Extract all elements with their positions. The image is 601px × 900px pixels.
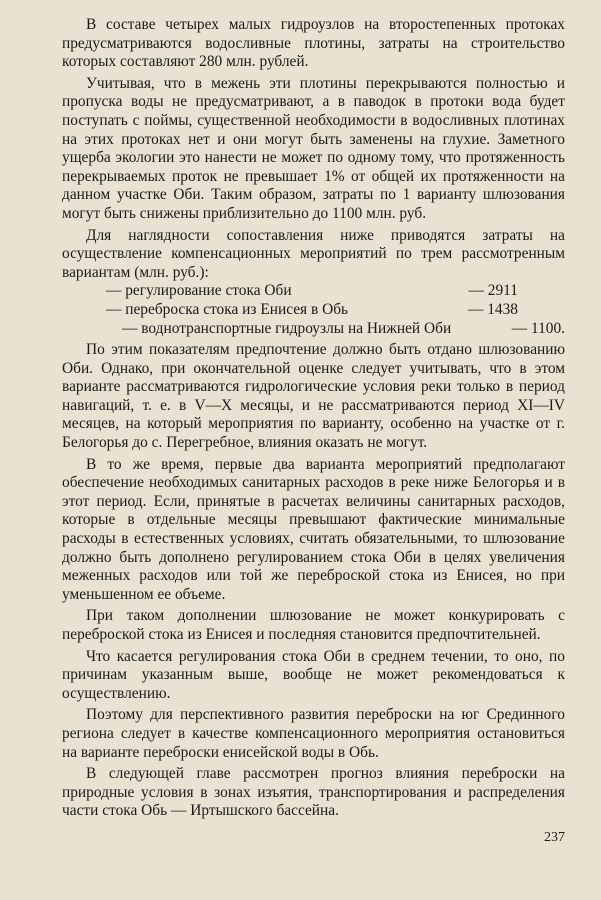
cost-list-item xyxy=(106,301,518,320)
cost-item-label: — воднотранспортные гидроузлы на Нижней Оби xyxy=(122,319,452,337)
cost-item-value: — 1438 xyxy=(467,300,518,318)
paragraph: При таком дополнении шлюзование не может конкурировать с переброской стока из Енисея и последняя становится предпочтительней. xyxy=(62,607,565,643)
cost-item-value: — 2911 xyxy=(468,282,518,300)
paragraph: Поэтому для перспективного развития переброски на юг Срединного региона следует в качестве компенсационного мероприятия остановиться на варианте переброски енисейской воды в Обь. xyxy=(62,706,565,761)
paragraph: В то же время, первые два варианта мероприятий предполагают обеспечение необходимых санитарных расходов в реке ниже Белогорья и в этот период. Если, принятые в расчетах величины санитарных расходов, которые в отдельные месяцы превышают фактические минимальные расходы в естественных условиях, считать обязательными, то шлюзование должно быть дополнено регулированием стока Оби в целях увеличения меженных расходов или той же переброской стока из Енисея, но при уменьшенном ее объеме. xyxy=(62,455,565,603)
cost-list xyxy=(106,282,565,338)
paragraph: В следующей главе рассмотрен прогноз влияния переброски на природные условия в зонах изъятия, транспортирования и распределения части стока Обь — Иртышского бассейна. xyxy=(62,765,565,820)
page-number: 237 xyxy=(544,830,565,845)
paragraph: По этим показателям предпочтение должно быть отдано шлюзованию Оби. Однако, при окончательной оценке следует учитывать, что в этом варианте рассматриваются гидрологические условия реки только в период навигаций, т. е. в V—X месяцы, и не рассматриваются период XI—IV месяцев, на который мероприятия по варианту, особенно на участке от г. Белогорья до с. Перегребное, влияния оказать не могут. xyxy=(62,341,565,452)
paragraph: Для наглядности сопоставления ниже приводятся затраты на осуществление компенсационных мероприятий по трем рассмотренным вариантам (млн. руб.): xyxy=(62,226,565,281)
paragraph: Что касается регулирования стока Оби в среднем течении, то оно, по причинам указанным выше, вообще не может рекомендоваться к осуществлению. xyxy=(62,647,565,702)
cost-item-value: — 1100. xyxy=(511,319,565,337)
cost-item-label: — регулирование стока Оби xyxy=(106,282,292,300)
paragraph: В составе четырех малых гидроузлов на второстепенных протоках предусматриваются водосливные плотины, затраты на строительство которых составляют 280 млн. рублей. xyxy=(62,16,565,71)
body-text xyxy=(62,16,565,821)
cost-list-item xyxy=(106,320,565,339)
paragraph: Учитывая, что в межень эти плотины перекрываются полностью и пропуска воды не предусматривают, а в паводок в протоки вода будет поступать с поймы, существенной необходимости в водосливных плотинах на этих протоках нет и они могут быть заменены на глухие. Заметного ущерба экологии это нанести не может по одному тому, что протяженность перекрываемых проток не превышает 1% от общей их протяженности на данном участке Оби. Таким образом, затраты по 1 варианту шлюзования могут быть снижены приблизительно до 1100 млн. руб. xyxy=(62,74,565,222)
cost-item-label: — переброска стока из Енисея в Обь xyxy=(106,300,349,318)
cost-list-item xyxy=(106,282,518,301)
